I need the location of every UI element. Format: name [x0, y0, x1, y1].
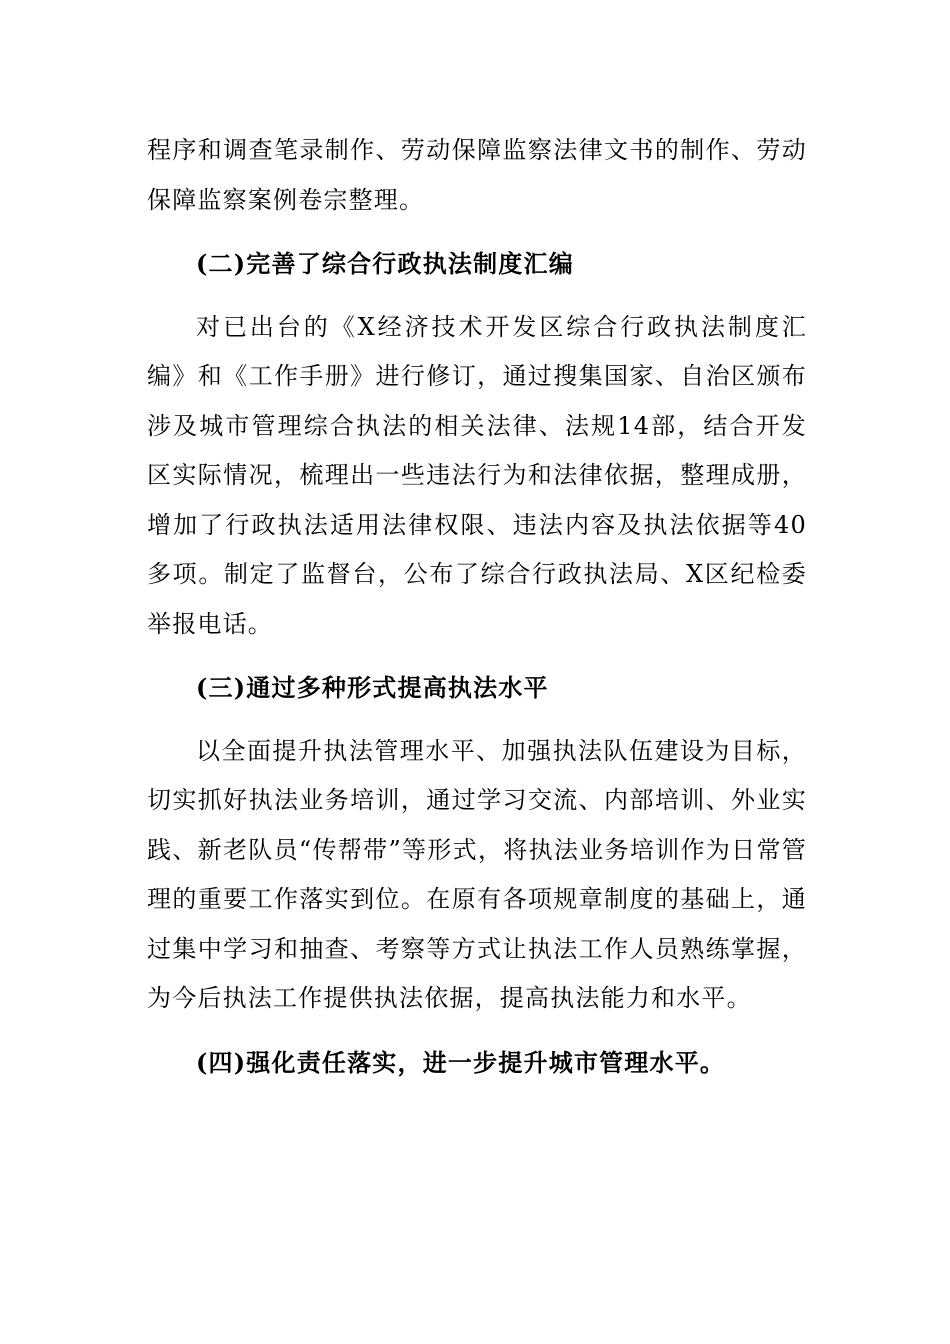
section-heading-3: (三)通过多种形式提高执法水平 [196, 673, 549, 702]
section-heading-2: (二)完善了综合行政执法制度汇编 [196, 249, 574, 278]
paragraph-section-3: 以全面提升执法管理水平、加强执法队伍建设为目标，切实抓好执法业务培训，通过学习交流、内部培训、外业实践、新老队员“传帮带”等形式，将执法业务培训作为日常管理的重要工作落实到位。在原有各项规章制度的基础上，通过集中学习和抽查、考察等方式让执法工作人员熟练掌握，为今后执法工作提供执法依据，提高执法能力和水平。 [147, 736, 807, 1012]
paragraph-section-2: 对已出台的《X经济技术开发区综合行政执法制度汇编》和《工作手册》进行修订，通过搜集国家、自治区颁布涉及城市管理综合执法的相关法律、法规14部，结合开发区实际情况，梳理出一些违法行为和法律依据，整理成册，增加了行政执法适用法律权限、违法内容及执法依据等40多项。制定了监督台，公布了综合行政执法局、X区纪检委举报电话。 [147, 312, 807, 638]
document-page [147, 126, 807, 1087]
paragraph-continued: 程序和调查笔录制作、劳动保障监察法律文书的制作、劳动保障监察案例卷宗整理。 [147, 136, 807, 214]
section-heading-4: (四)强化责任落实，进一步提升城市管理水平。 [196, 1047, 726, 1077]
